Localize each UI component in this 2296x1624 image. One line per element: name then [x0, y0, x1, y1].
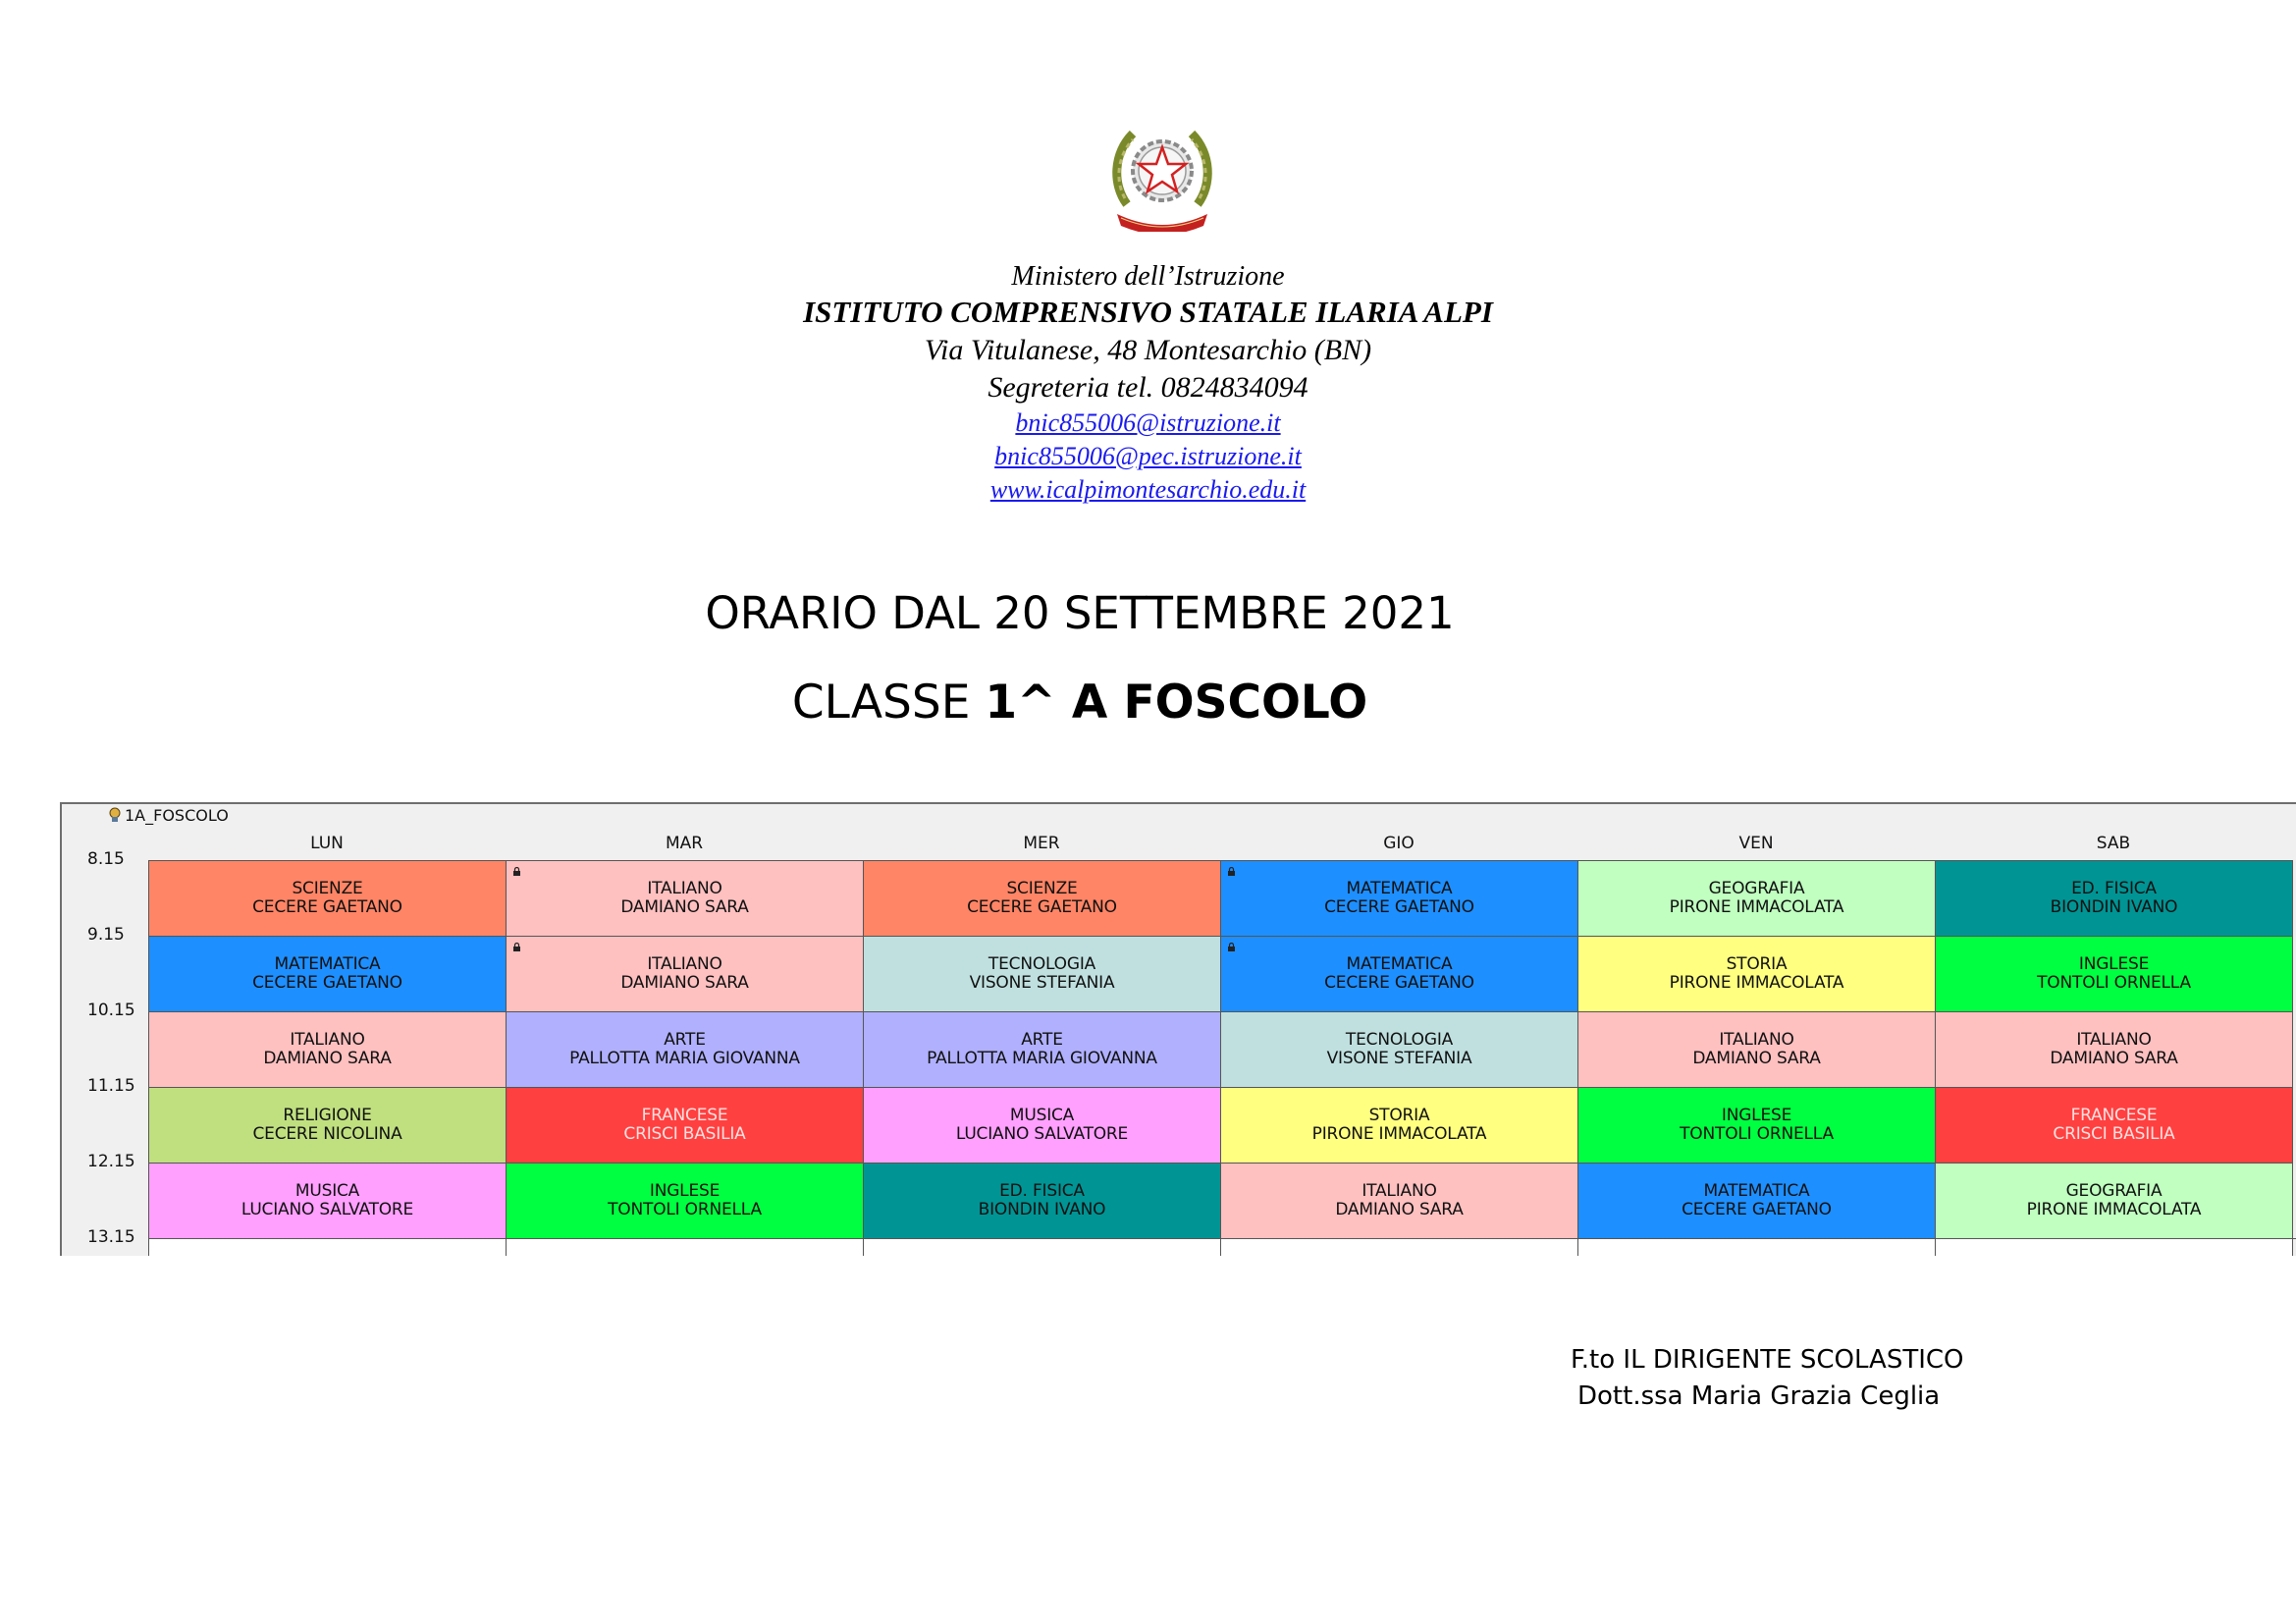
- lesson-teacher: PIRONE IMMACOLATA: [2026, 1200, 2202, 1219]
- lesson-subject: MUSICA: [1009, 1106, 1075, 1125]
- lesson-cell[interactable]: [1577, 936, 1936, 1012]
- lesson-teacher: PIRONE IMMACOLATA: [1669, 897, 1844, 917]
- timetable-title: 1A_FOSCOLO: [125, 806, 229, 825]
- class-name: 1^ A FOSCOLO: [985, 676, 1368, 730]
- lesson-subject: MATEMATICA: [1346, 879, 1453, 898]
- day-header: GIO: [1383, 834, 1415, 853]
- address-line: Via Vitulanese, 48 Montesarchio (BN): [924, 334, 1372, 366]
- timetable-grid: [148, 860, 2296, 1256]
- lesson-teacher: DAMIANO SARA: [620, 897, 749, 917]
- lesson-cell[interactable]: [506, 1011, 864, 1088]
- lesson-subject: INGLESE: [649, 1181, 721, 1201]
- email-link[interactable]: bnic855006@istruzione.it: [1015, 408, 1281, 437]
- lesson-cell[interactable]: [506, 1163, 864, 1239]
- lesson-teacher: CECERE NICOLINA: [252, 1124, 402, 1144]
- time-label: 11.15: [87, 1076, 135, 1096]
- lesson-cell[interactable]: [1577, 1011, 1936, 1088]
- lesson-subject: STORIA: [1726, 954, 1788, 974]
- lesson-subject: MATEMATICA: [274, 954, 381, 974]
- lesson-teacher: DAMIANO SARA: [620, 973, 749, 993]
- lesson-teacher: CECERE GAETANO: [967, 897, 1117, 917]
- lesson-cell[interactable]: [148, 936, 507, 1012]
- lesson-teacher: DAMIANO SARA: [1692, 1049, 1821, 1068]
- lesson-subject: INGLESE: [2078, 954, 2150, 974]
- lesson-subject: MATEMATICA: [1346, 954, 1453, 974]
- lesson-cell[interactable]: [506, 936, 864, 1012]
- lesson-teacher: CECERE GAETANO: [1682, 1200, 1832, 1219]
- lesson-teacher: CRISCI BASILIA: [2053, 1124, 2175, 1144]
- lesson-subject: ED. FISICA: [999, 1181, 1085, 1201]
- day-header: LUN: [310, 834, 344, 853]
- empty-slot: [148, 1238, 507, 1256]
- lock-icon: [1227, 943, 1236, 951]
- lesson-subject: ITALIANO: [1362, 1181, 1437, 1201]
- lesson-teacher: VISONE STEFANIA: [969, 973, 1115, 993]
- lesson-cell[interactable]: [1935, 936, 2293, 1012]
- lesson-subject: SCIENZE: [1006, 879, 1078, 898]
- lesson-subject: INGLESE: [1721, 1106, 1792, 1125]
- lesson-cell[interactable]: [1935, 1011, 2293, 1088]
- lock-icon: [512, 867, 521, 876]
- lesson-teacher: TONTOLI ORNELLA: [608, 1200, 762, 1219]
- lesson-subject: ITALIANO: [647, 954, 722, 974]
- emblem-repubblica-italiana-icon: [1107, 116, 1217, 232]
- time-label: 12.15: [87, 1152, 135, 1171]
- class-title: [0, 676, 2160, 730]
- phone-line: Segreteria tel. 0824834094: [988, 371, 1308, 404]
- website-link[interactable]: www.icalpimontesarchio.edu.it: [989, 475, 1307, 504]
- lesson-subject: ITALIANO: [1719, 1030, 1794, 1050]
- lesson-teacher: DAMIANO SARA: [1335, 1200, 1464, 1219]
- lesson-teacher: BIONDIN IVANO: [978, 1200, 1106, 1219]
- lesson-subject: GEOGRAFIA: [1708, 879, 1805, 898]
- lesson-cell[interactable]: [863, 1087, 1221, 1164]
- lesson-subject: ARTE: [664, 1030, 706, 1050]
- lesson-teacher: TONTOLI ORNELLA: [1680, 1124, 1834, 1144]
- lesson-teacher: LUCIANO SALVATORE: [955, 1124, 1129, 1144]
- pec-link[interactable]: bnic855006@pec.istruzione.it: [994, 442, 1302, 470]
- lesson-cell[interactable]: [506, 860, 864, 937]
- ministero-line: Ministero dell’Istruzione: [1011, 261, 1285, 292]
- lesson-cell[interactable]: [863, 860, 1221, 937]
- lesson-cell[interactable]: [1220, 860, 1578, 937]
- lesson-subject: ED. FISICA: [2071, 879, 2157, 898]
- istituto-name: ISTITUTO COMPRENSIVO STATALE ILARIA ALPI: [803, 295, 1493, 329]
- time-label: 9.15: [87, 925, 125, 945]
- lesson-cell[interactable]: [1935, 1087, 2293, 1164]
- schedule-title: ORARIO DAL 20 SETTEMBRE 2021: [705, 587, 1455, 639]
- lesson-cell[interactable]: [148, 1163, 507, 1239]
- lesson-teacher: PIRONE IMMACOLATA: [1669, 973, 1844, 993]
- lesson-cell[interactable]: [148, 1087, 507, 1164]
- class-prefix: CLASSE: [791, 676, 986, 730]
- lesson-teacher: CECERE GAETANO: [252, 897, 402, 917]
- lesson-cell[interactable]: [148, 860, 507, 937]
- lesson-subject: MUSICA: [294, 1181, 360, 1201]
- lesson-subject: RELIGIONE: [283, 1106, 372, 1125]
- lesson-subject: FRANCESE: [641, 1106, 728, 1125]
- lesson-teacher: CRISCI BASILIA: [623, 1124, 746, 1144]
- lesson-subject: GEOGRAFIA: [2065, 1181, 2163, 1201]
- lesson-subject: STORIA: [1368, 1106, 1430, 1125]
- lesson-cell[interactable]: [863, 1163, 1221, 1239]
- lesson-teacher: VISONE STEFANIA: [1326, 1049, 1472, 1068]
- empty-slot: [1935, 1238, 2293, 1256]
- lesson-cell[interactable]: [1577, 1163, 1936, 1239]
- lesson-teacher: TONTOLI ORNELLA: [2037, 973, 2191, 993]
- empty-slot: [1220, 1238, 1578, 1256]
- day-header: VEN: [1738, 834, 1774, 853]
- time-label: 10.15: [87, 1001, 135, 1020]
- signature-name: Dott.ssa Maria Grazia Ceglia: [1577, 1381, 1941, 1411]
- day-header: MER: [1023, 834, 1060, 853]
- lesson-teacher: DAMIANO SARA: [263, 1049, 392, 1068]
- empty-slot: [506, 1238, 864, 1256]
- time-label: 8.15: [87, 849, 125, 869]
- lesson-subject: ITALIANO: [647, 879, 722, 898]
- lesson-teacher: PALLOTTA MARIA GIOVANNA: [927, 1049, 1157, 1068]
- lesson-cell[interactable]: [1220, 1087, 1578, 1164]
- lesson-subject: ITALIANO: [290, 1030, 365, 1050]
- lesson-cell[interactable]: [1220, 1011, 1578, 1088]
- lesson-teacher: PIRONE IMMACOLATA: [1311, 1124, 1487, 1144]
- lesson-cell[interactable]: [1935, 860, 2293, 937]
- signature-title: F.to IL DIRIGENTE SCOLASTICO: [1571, 1345, 1964, 1375]
- empty-slot: [1577, 1238, 1936, 1256]
- lesson-teacher: DAMIANO SARA: [2050, 1049, 2178, 1068]
- lesson-subject: ITALIANO: [2076, 1030, 2152, 1050]
- lesson-cell[interactable]: [148, 1011, 507, 1088]
- lesson-teacher: CECERE GAETANO: [1324, 973, 1474, 993]
- day-header: MAR: [665, 834, 704, 853]
- lesson-teacher: LUCIANO SALVATORE: [240, 1200, 414, 1219]
- lesson-cell[interactable]: [1577, 1087, 1936, 1164]
- lock-icon: [512, 943, 521, 951]
- timetable-window: [60, 802, 2296, 1256]
- lesson-cell[interactable]: [863, 936, 1221, 1012]
- lesson-subject: ARTE: [1021, 1030, 1063, 1050]
- lesson-subject: SCIENZE: [292, 879, 363, 898]
- lesson-cell[interactable]: [863, 1011, 1221, 1088]
- lesson-cell[interactable]: [1935, 1163, 2293, 1239]
- lesson-teacher: CECERE GAETANO: [1324, 897, 1474, 917]
- class-icon: [107, 807, 123, 823]
- lesson-subject: FRANCESE: [2070, 1106, 2158, 1125]
- lesson-subject: MATEMATICA: [1703, 1181, 1810, 1201]
- day-header: SAB: [2096, 834, 2131, 853]
- lesson-cell[interactable]: [1220, 1163, 1578, 1239]
- lesson-subject: TECNOLOGIA: [988, 954, 1096, 974]
- empty-slot: [863, 1238, 1221, 1256]
- lesson-teacher: PALLOTTA MARIA GIOVANNA: [569, 1049, 800, 1068]
- lesson-teacher: BIONDIN IVANO: [2050, 897, 2178, 917]
- lock-icon: [1227, 867, 1236, 876]
- lesson-cell[interactable]: [1577, 860, 1936, 937]
- lesson-teacher: CECERE GAETANO: [252, 973, 402, 993]
- time-label: 13.15: [87, 1227, 135, 1247]
- lesson-cell[interactable]: [506, 1087, 864, 1164]
- lesson-cell[interactable]: [1220, 936, 1578, 1012]
- lesson-subject: TECNOLOGIA: [1345, 1030, 1454, 1050]
